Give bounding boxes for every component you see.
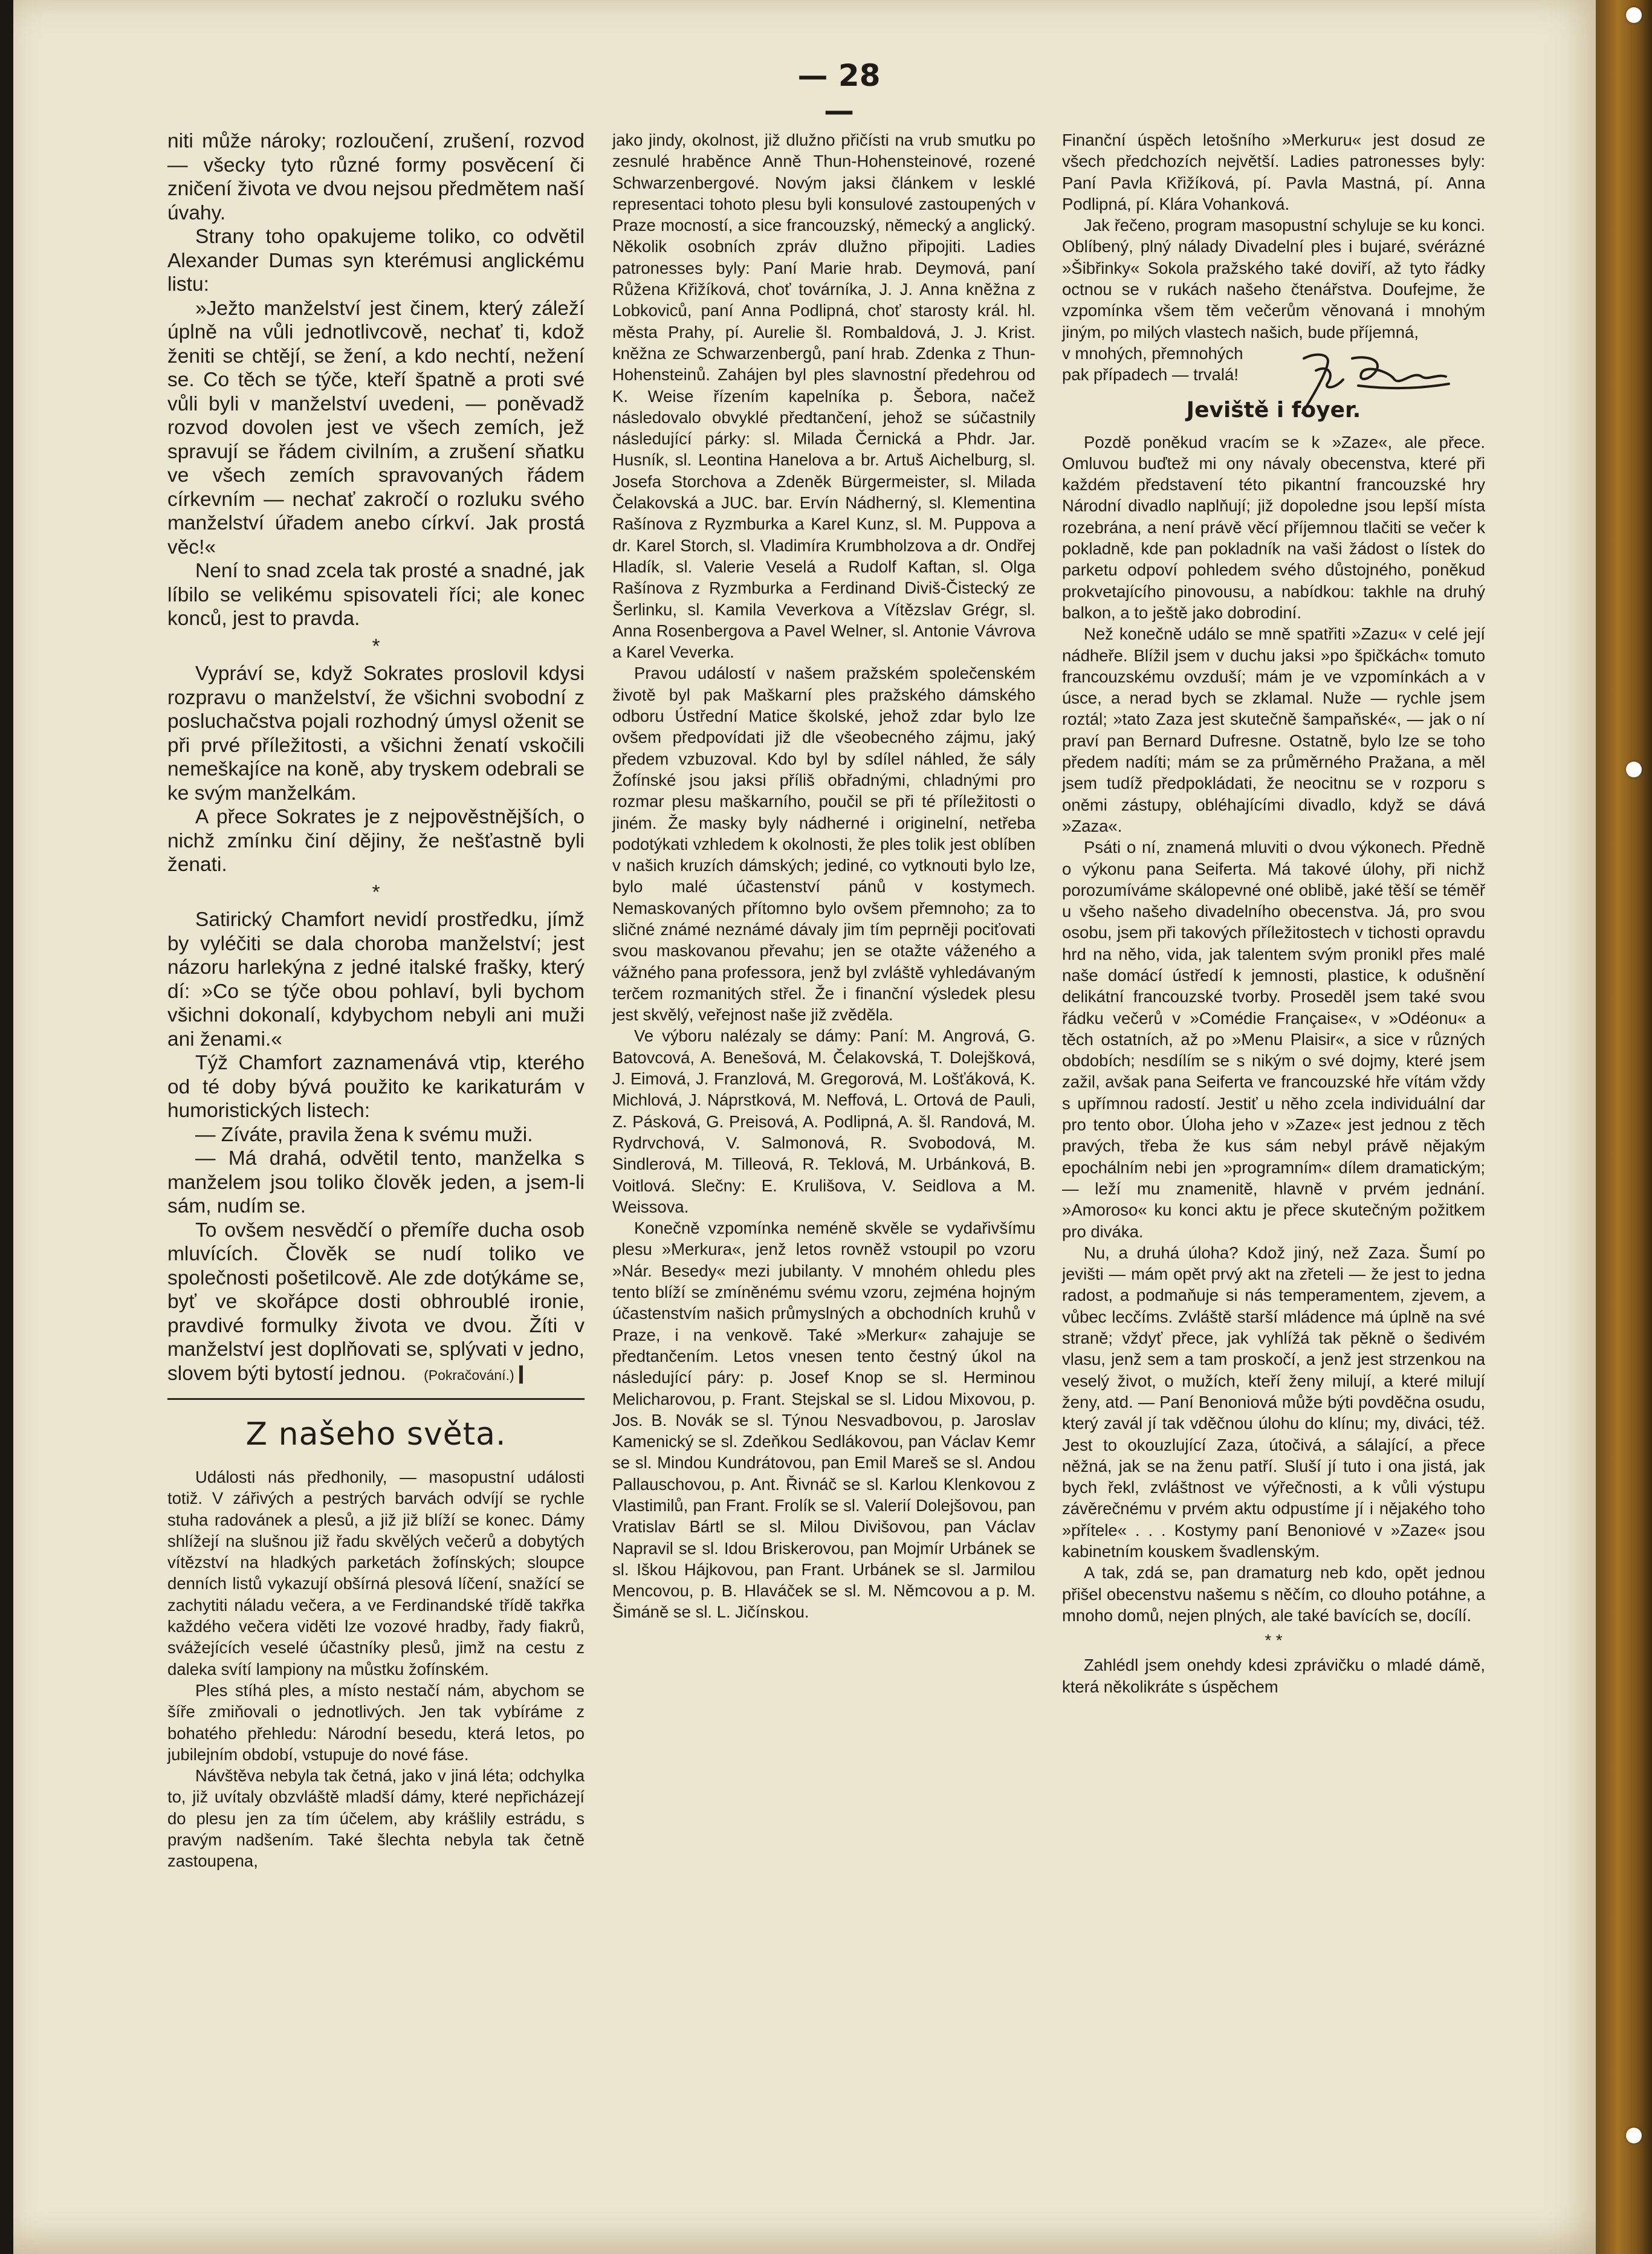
binding-hole: [1626, 7, 1642, 23]
quote-paragraph: »Ježto manželství jest činem, který záleží úplně na vůli jednotlivcově, nechať ti, kdož ženiti se chtějí, se žení, a kdo nechtí, nežení se. Co těch se týče, kteří špatně a proti své vůli byli v manželství uvedeni, — poněvadž rozvod dovolen jest ve všech zemích, jež spravují se řádem civilním, a zrušení sňatku ve všech zemích spravovaných řádem církevním — nechať zakročí o rozluku svého manželství úřadem anebo církví. Jak prostá věc!«: [167, 297, 585, 559]
binding-hole: [1626, 762, 1642, 777]
paragraph: A tak, zdá se, pan dramaturg neb kdo, opět jednou přišel obecenstvu našemu s něčím, co dlouho potáhne, a mnoho domů, nejen plných, ale také bavících se, docílí.: [1062, 1563, 1485, 1625]
page-number: — 28 —: [797, 58, 881, 128]
column-3: [1062, 129, 1485, 1697]
paragraph: Finanční úspěch letošního »Merkuru« jest dosud ze všech předchozích největší. Ladies patronesses byly: Paní Pavla Křižíková, pí. Pavla Mastná, pí. Anna Podlipná, pí. Klára Vohanková.: [1062, 131, 1485, 213]
section-divider: [167, 1398, 585, 1400]
end-mark: [519, 1365, 523, 1384]
paragraph: Jak řečeno, program masopustní schyluje se ku konci. Oblíbený, plný nálady Divadelní ples i bujaré, svérázné »Šibřinky« Sokola pražského také doviří, až tyto řádky octnou se v rukách našeho čtenářstva. Doufejme, že vzpomínka všem těm večerům věnovaná i mnohým jiným, po milých vlastech našich, bude příjemná,: [1062, 216, 1485, 342]
paragraph: A přece Sokrates je z nejpověstnějších, o nichž zmínku činí dějiny, že nešťastně byli ženati.: [167, 806, 585, 876]
paragraph: Ve výboru nalézaly se dámy: Paní: M. Angrová, G. Batovcová, A. Benešová, M. Čelakovská, T. Dolejšková, J. Eimová, J. Franzlová, M. Gregorová, M. Lošťáková, K. Michlová, J. Náprstková, M. Neffová, L. Ortová de Pauli, Z. Pásková, G. Preisová, A. Podlipná, A. šl. Randová, M. Rydrvchová, V. Salmonová, R. Svobodová, M. Sindlerová, M. Tilleová, R. Teklová, M. Urbánková, B. Voitlová. Slečny: E. Krulišova, V. Seidlova a M. Weissova.: [612, 1026, 1035, 1216]
paragraph: Události nás předhonily, — masopustní události totiž. V zářivých a pestrých barvách odvíjí se rychle stuha radovánek a plesů, a již již blíží se konec. Dámy shlížejí na slušnou již řadu skvělých večerů a dobytých vítězství na hladkých parketách žofínských; sloupce denních listů vykazují obšírná plesová líčení, snažící se zachytiti náladu večera, a ve Ferdinandské třídě takřka každého večera viděti lze vozové hradby, řady fiakrů, svážejících veselé účastníky plesů, jimž na cestu z daleka svítí lampiony na můstku žofínském.: [167, 1468, 585, 1679]
paragraph: v mnohých, přemnohých pak případech — trvalá!: [1062, 343, 1243, 384]
column-2: [612, 129, 1035, 1623]
paragraph: Ples stíhá ples, a místo nestačí nám, abychom se šíře zmiňovali o jednotlivých. Jen tak vybíráme z bohatého přehledu: Národní besedu, která letos, po jubilejním období, vstupuje do nové fáse.: [167, 1680, 585, 1764]
page-edge: [1596, 0, 1652, 2254]
paragraph: Pravou událostí v našem pražském společenském životě byl pak Maškarní ples pražského dámského odboru Ústřední Matice školské, jehož zdar bylo lze ovšem předpovídati již dle všeobecného zájmu, jaký předem vzbuzoval. Kdo byl by sdílel náhled, že sály Žofínské jsou jaksi příliš obřadnými, chladnými pro rozmar plesu maškarního, poučil se při té příležitosti o jiném. Že masky byly nádherné i originelní, netřeba podotýkati vzhledem k okolnosti, že ples tolik jest oblíben v našich kruzích dámských; jediné, co vytknouti bylo lze, bylo malé účastenství pánů v kostymech. Nemaskovaných přítomno bylo ovšem přemnoho; za to sličné známé neznámé dávaly jim tím peprněji pociťovati svou maskovanou převahu; jen se otažte váženého a vážného pana professora, jenž byl zvláště vyhledávaným terčem rozmanitých střel. Že i finanční výsledek plesu jest skvělý, veřejnost naše již zvěděla.: [612, 664, 1035, 1025]
section-separator: * *: [1265, 1631, 1283, 1650]
newspaper-page: [13, 0, 1606, 2254]
paragraph: Týž Chamfort zaznamenává vtip, kterého od té doby bývá použito ke karikaturám v humoristických listech:: [167, 1052, 585, 1122]
paragraph: Není to snad zcela tak prosté a snadné, jak líbilo se velikému spisovateli říci; ale konec konců, jest to pravda.: [167, 560, 585, 630]
section-body: [167, 1466, 585, 1872]
paragraph: Než konečně událo se mně spatřiti »Zazu« v celé její nádheře. Blížil jsem v duchu jaksi »po špičkách« tomuto francouzskému ovzduší; mám je ve vzpomínkách a v úsce, a nerad bych se zklamal. Nuže — rychle jsem roztál; »tato Zaza jest skutečně šampaňské«, — jak o ní praví pan Bernard Dufresne. Ostatně, bylo lze se toho předem nadíti; mám se za průměrného Pražana, a měl jsem tudíž předpokládati, že neocitnu se v rozporu s oněmi zástupy, obléhajícími divadlo, když se dává »Zaza«.: [1062, 624, 1485, 835]
dialogue-line: — Zíváte, pravila žena k svému muži.: [195, 1123, 533, 1146]
paragraph: Konečně vzpomínka neméně skvěle se vydařivšímu plesu »Merkura«, jenž letos rovněž vstoupil po vzoru »Nár. Besedy« mezi jubilanty. V mnohém ohledu ples tento blíží se zmíněnému svému vzoru, zejména hojným účastenstvím našich průmyslných a obchodních kruhů v Praze, i na venkově. Také »Merkur« zahajuje se předtančením. Letos vnesen tento čestný úkol na následující páry: p. Josef Knop se sl. Herminou Melicharovou, p. Frant. Stejskal se sl. Lidou Mixovou, p. Jos. B. Novák se sl. Týnou Nesvadbovou, p. Jaroslav Kamenický se sl. Zdeňkou Sedlákovou, pan Václav Kemr se sl. Mindou Kundrátovou, pan Emil Mareš se sl. Andou Pallauschovou, p. Ant. Řivnáč se sl. Karlou Klenkovou z Vlastimilů, pan Frant. Frolík se sl. Valerií Dolejšovou, pan Vratislav Bártl se sl. Milou Divišovou, pan Václav Napravil se sl. Idou Briskerovou, pan Mojmír Urbánek se sl. Iškou Hájkovou, pan Frant. Urbánek se sl. Jarmilou Mencovou, p. B. Hlaváček se sl. M. Němcovou a p. M. Šimáně se sl. L. Jičínskou.: [612, 1219, 1035, 1622]
signature-row: [1062, 343, 1485, 386]
paragraph: jako jindy, okolnost, již dlužno přičísti na vrub smutku po zesnulé hraběnce Anně Thun-Hohensteinové, rozené Schwarzenbergové. Novým jaksi článkem v lesklé representaci tohoto plesu byli konsulové zastoupených v Praze mocností, a sice francouzský, německý a anglický. Několik osobních zpráv dlužno připojiti. Ladies patronesses byly: Paní Marie hrab. Deymová, paní Růžena Křižíková, choť továrníka, J. J. Anna kněžna z Lobkoviců, paní Anna Podlipná, choť starosty král. hl. města Prahy, pí. Aurelie šl. Rombaldová, J. J. Krist. kněžna ze Schwarzenbergů, paní hrab. Zdenka z Thun-Hohensteinů. Zahájen byl ples slavnostní předehrou od K. Weise řízením kapelníka p. Šebora, načež následovalo obvyklé předtančení, jehož se súčastnily následující párky: sl. Milada Černická a Phdr. Jar. Husník, sl. Leontina Hanelova a br. Artuš Aichelburg, sl. Josefa Storchova a Zdeněk Bürgermeister, sl. Milada Čelakovská a JUC. bar. Ervín Nádherný, sl. Klementina Rašínova z Ryzmburka a Karel Kunz, sl. M. Puppova a dr. Karel Storch, sl. Vladimíra Krumbholzova a dr. Ondřej Hladík, sl. Valerie Veselá a Rudolf Kaftan, sl. Olga Rašínova z Ryzmburka a Ferdinand Diviš-Čistecký ze Šerlinku, sl. Kamila Veverkova a Vítězslav Grégr, sl. Anna Rosenbergova a Pavel Welner, sl. Antonie Vávrova a Karel Veverka.: [612, 131, 1035, 662]
section-heading: Jeviště i foyer.: [1186, 397, 1361, 423]
section-separator: *: [372, 881, 380, 904]
section-heading: Z našeho světa.: [245, 1416, 507, 1452]
dialogue-line: — Má drahá, odvětil tento, manželka s manželem jsou toliko člověk jeden, a jsem-li sám, nudím se.: [167, 1147, 585, 1217]
paragraph: [167, 1219, 585, 1388]
continued-note: (Pokračování.): [424, 1367, 514, 1383]
paragraph: Návštěva nebyla tak četná, jako v jiná léta; odchylka to, již uvítaly obzvláště mladší dámy, které nepřicházejí do plesu jen za tím účelem, aby krášlily estrádu, s pravým nadšením. Také šlechta nebyla tak četně zastoupena,: [167, 1766, 585, 1871]
signature-image: [1292, 346, 1461, 419]
section-separator: *: [372, 635, 380, 658]
paragraph: Zahlédl jsem onehdy kdesi zprávičku o mladé dámě, která několikráte s úspěchem: [1062, 1656, 1485, 1696]
paragraph: Vypráví se, když Sokrates proslovil kdysi rozpravu o manželství, že všichni svobodní z posluchačstva pojali rozhodný úmysl oženit se při prvé příležitosti, a všichni ženatí vskočili nemeškajíce na koně, aby tryskem odebrali se ke svým manželkám.: [167, 662, 585, 805]
paragraph: Satirický Chamfort nevidí prostředku, jímž by vyléčiti se dala choroba manželství; jest názoru harlekýna z jedné italské frašky, který dí: »Co se týče obou pohlaví, byli bychom všichni dokonalí, kdybychom nebyli ani muži ani ženami.«: [167, 908, 585, 1051]
paragraph-text: To ovšem nesvědčí o přemíře ducha osob mluvících. Člověk se nudí toliko ve společnosti pošetilcově. Ale zde dotýkáme se, byť ve skořápce dosti obhroublé ironie, pravdivé formulky života ve dvou. Žíti v manželství jest doplňovati se, splývati v jedno, slovem býti bytostí jednou.: [167, 1219, 585, 1385]
paragraph: Nu, a druhá úloha? Kdož jiný, než Zaza. Šumí po jevišti — mám opět prvý akt na zřeteli — že jest to jedna radost, a podmaňuje si nás temperamentem, zjevem, a vůbec lecčíms. Zvláště starší mládence má úplně na své straně; vždyť přece, jak vyhlížá tak pěkně o šedivém vlasu, jenž sem a tam proskočí, a jenž jest strzenkou na veselý život, o mužích, kteří ženy milují, a které milují ženy, atd. — Paní Benoniová může býti povděčna osudu, který zavál jí tak vděčnou úlohu do klínu; my, diváci, též. Jest to okouzlující Zaza, útočivá, a sálající, a přece něžná, jak se na ženu patří. Sluší jí tuto i ona jistá, jak bych řekl, zvláštnost ve výřečnosti, a k vůli výstupu závěrečnému v prvém aktu odpustíme jí i nějakého toho »přítele« . . . Kostymy paní Benoniové v »Zaze« jsou kabinetním kouskem švadlenským.: [1062, 1243, 1485, 1561]
paragraph: niti může nároky; rozloučení, zrušení, rozvod — všecky tyto různé formy posvěcení či zničení života ve dvou nejsou předmětem naší úvahy.: [167, 130, 585, 224]
paragraph: Psáti o ní, znamená mluviti o dvou výkonech. Předně o výkonu pana Seiferta. Má takové úlohy, při nichž porozumíváme skálopevné oné oblibě, jaké těší se téměř u všeho našeho divadelního obecenstva. Já, pro svou osobu, jsem při takových příležitostech v tichosti opravdu hrd na něho, vida, jak talentem svým pronikl přes malé naše domácí ústředí k jemnosti, plastice, k odušnění delikátní francouzské tvorby. Proseděl jsem také svou řádku večerů v »Comédie Française«, v »Odéonu« a těch ostatních, až po »Menu Plaisir«, a sice v různých obdobích; nesdílím se s nikým o své dojmy, které jsem zažil, avšak pana Seiferta ve francouzské hře vítám vždy s upřímnou radostí. Jestiť u něho zcela individuální dar pro tento obor. Úloha jeho v »Zaze« jest jednou z těch pravých, třeba že kus sám nebyl právě nějakým epochálním nebi jen »programním« dílem dramatickým; — leží mu znamenitě, hlavně v prvém jednání. »Amoroso« ku konci aktu je přece skutečným požitkem pro diváka.: [1062, 838, 1485, 1241]
binding-hole: [1626, 2128, 1642, 2143]
column-1: [167, 129, 585, 1872]
paragraph: Pozdě poněkud vracím se k »Zaze«, ale přece. Omluvou buďtež mi ony návaly obecenstva, které při každém představení této pikantní francouzské hry Národní divadlo naplňují; již dopoledne jsou lepší místa rozebrána, a není právě věcí příjemnou tlačiti se večer k pokladně, kde pan pokladník na vaši žádost o lístek do parketu odpoví pohledem svého důstojného, poněkud prokvetajícího pinovousu, a nabídkou: takhle na druhý balkon, a to ještě jako dobrodiní.: [1062, 432, 1485, 622]
paragraph: Strany toho opakujeme toliko, co odvětil Alexander Dumas syn kterémusi anglickému listu:: [167, 225, 585, 296]
